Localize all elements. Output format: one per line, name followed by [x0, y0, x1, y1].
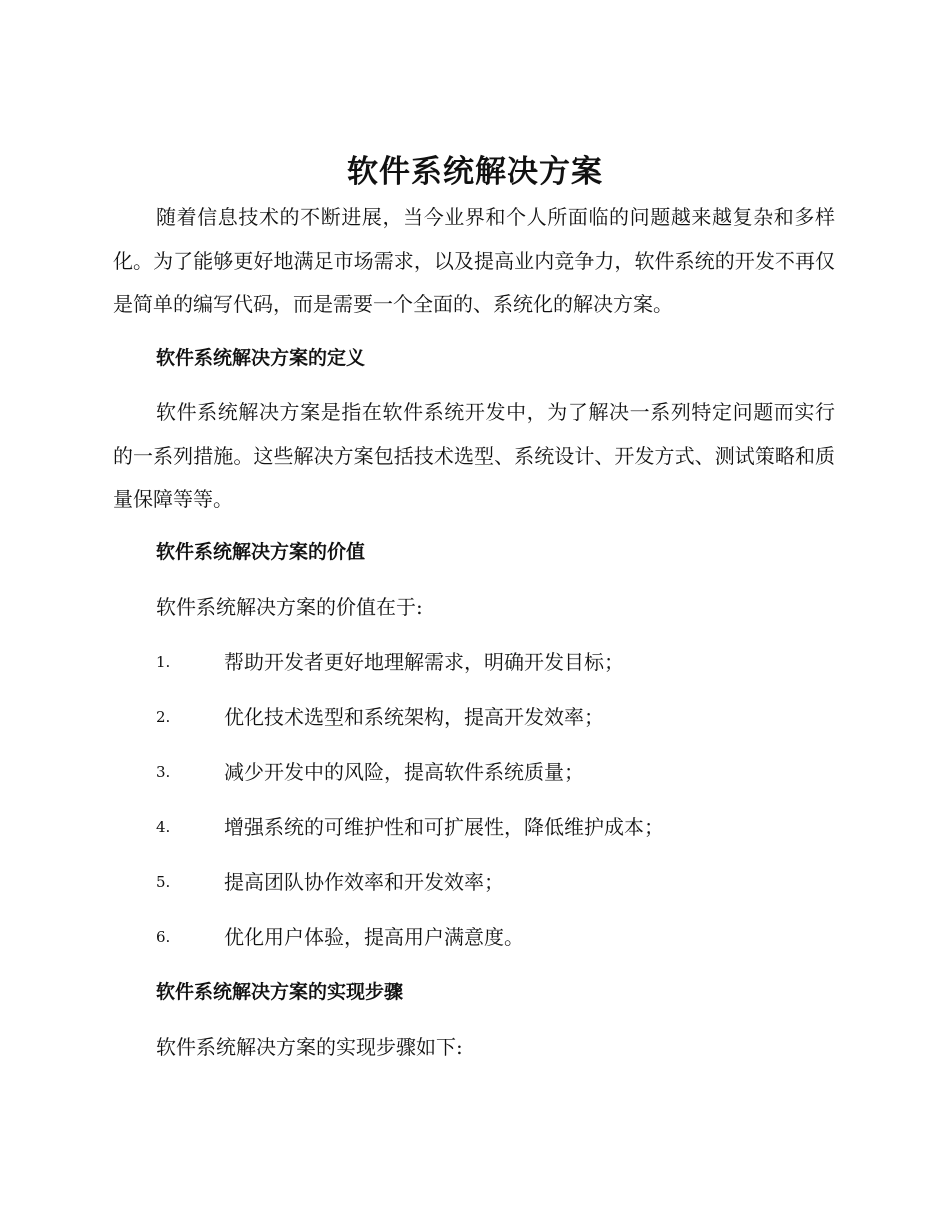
- list-item-text: 优化技术选型和系统架构，提高开发效率；: [224, 705, 604, 729]
- section-heading-steps: 软件系统解决方案的实现步骤: [156, 981, 404, 1003]
- list-item-number: 3.: [156, 763, 171, 781]
- steps-lead-text: 软件系统解决方案的实现步骤如下:: [156, 1035, 463, 1059]
- list-item-text: 提高团队协作效率和开发效率；: [224, 870, 504, 894]
- list-item-number: 4.: [156, 818, 171, 836]
- list-item: [156, 647, 856, 677]
- list-item-text: 优化用户体验，提高用户满意度。: [224, 925, 524, 949]
- section-heading-value: 软件系统解决方案的价值: [156, 541, 366, 563]
- list-item-text: 帮助开发者更好地理解需求，明确开发目标；: [224, 650, 624, 674]
- list-item-text: 减少开发中的风险，提高软件系统质量；: [224, 760, 584, 784]
- section-heading-definition: 软件系统解决方案的定义: [156, 347, 366, 369]
- list-item: [156, 702, 856, 732]
- list-item: [156, 757, 856, 787]
- list-item: [156, 812, 856, 842]
- list-item-text: 增强系统的可维护性和可扩展性，降低维护成本；: [224, 815, 664, 839]
- document-title: 软件系统解决方案: [347, 154, 603, 190]
- list-item-number: 1.: [156, 653, 171, 671]
- list-item-number: 5.: [156, 873, 171, 891]
- list-item: [156, 867, 856, 897]
- list-item: [156, 922, 856, 952]
- value-lead-text: 软件系统解决方案的价值在于:: [156, 595, 423, 619]
- definition-paragraph: 软件系统解决方案是指在软件系统开发中，为了解决一系列特定问题而实行的一系列措施。这些解决方案包括技术选型、系统设计、开发方式、测试策略和质量保障等等。: [113, 400, 835, 511]
- intro-paragraph: 随着信息技术的不断进展，当今业界和个人所面临的问题越来越复杂和多样化。为了能够更好地满足市场需求，以及提高业内竞争力，软件系统的开发不再仅是简单的编写代码，而是需要一个全面的、系统化的解决方案。: [113, 205, 835, 316]
- list-item-number: 2.: [156, 708, 171, 726]
- list-item-number: 6.: [156, 928, 171, 946]
